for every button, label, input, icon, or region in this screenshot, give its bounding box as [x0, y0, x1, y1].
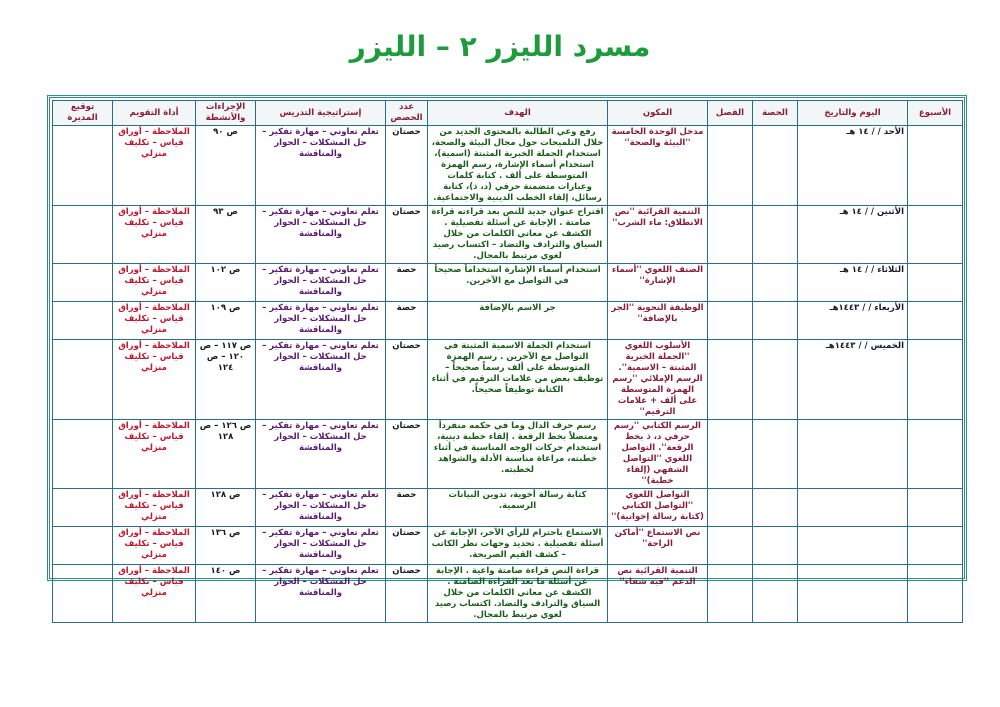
cell-procedures: ص ١٢٨	[196, 489, 256, 527]
cell-class	[708, 420, 753, 489]
header-period: الحصة	[753, 101, 798, 126]
cell-goal: رفع وعي الطالبة بالمحتوى الجديد من خلال التلميحات حول مجال البيئة والصحة، استخدام الجملة الخبرية المثبتة (اسمية)، استخدام أسماء الإشارة، رسم الهمزة المتوسطة على ألف . كتابة كلمات وعبارات متضمنة حرفي (د، ذ)، كتابة رسائل، إلقاء الخطب الدينية والاجتماعية.	[428, 126, 608, 206]
cell-signature	[53, 565, 113, 623]
cell-week	[908, 527, 963, 565]
cell-period	[753, 527, 798, 565]
cell-week	[908, 302, 963, 340]
header-count: عدد الحصص	[386, 101, 428, 126]
table-row	[53, 565, 963, 623]
cell-evaluation: الملاحظة – أوراق قياس – تكليف منزلي	[113, 302, 196, 340]
table-row	[53, 489, 963, 527]
cell-procedures: ص ١٢٦ – ص ١٢٨	[196, 420, 256, 489]
cell-count: حصتان	[386, 126, 428, 206]
cell-goal: قراءة النص قراءة صامتة واعية . الإجابة عن أسئلة ما بعد القراءة الصامتة . الكشف عن معاني الكلمات من خلال السياق والترادف والتضاد. اكتساب رصيد لغوي مرتبط بالمجال.	[428, 565, 608, 623]
cell-strategy: تعلم تعاوني – مهارة تفكير – حل المشكلات – الحوار والمناقشة	[256, 489, 386, 527]
cell-week	[908, 206, 963, 264]
header-date: اليوم والتاريخ	[798, 101, 908, 126]
header-class: الفصل	[708, 101, 753, 126]
cell-signature	[53, 206, 113, 264]
table-row	[53, 206, 963, 264]
cell-date: الأربعاء / / ١٤٤٣هـ	[798, 302, 908, 340]
cell-date	[798, 420, 908, 489]
cell-strategy: تعلم تعاوني – مهارة تفكير – حل المشكلات – الحوار والمناقشة	[256, 126, 386, 206]
cell-week	[908, 126, 963, 206]
cell-goal: استخدام الجملة الاسمية المثبتة في التواصل مع الآخرين . رسم الهمزة المتوسطة على ألف رسماً صحيحاً – توظيف بعض من علامات الترقيم في أثناء الكتابة توظيفاً صحيحاً.	[428, 340, 608, 420]
cell-goal: استخدام أسماء الإشارة استخداماً صحيحاً في التواصل مع الآخرين.	[428, 264, 608, 302]
cell-evaluation: الملاحظة – أوراق قياس – تكليف منزلي	[113, 126, 196, 206]
cell-evaluation: الملاحظة – أوراق قياس – تكليف منزلي	[113, 489, 196, 527]
cell-component: الصنف اللغوي ''أسماء الإشارة''	[608, 264, 708, 302]
cell-evaluation: الملاحظة – أوراق قياس – تكليف منزلي	[113, 264, 196, 302]
cell-count: حصتان	[386, 206, 428, 264]
cell-strategy: تعلم تعاوني – مهارة تفكير – حل المشكلات – الحوار والمناقشة	[256, 527, 386, 565]
cell-period	[753, 420, 798, 489]
cell-date: الخميس / / ١٤٤٣هـ	[798, 340, 908, 420]
table-row	[53, 302, 963, 340]
cell-class	[708, 565, 753, 623]
cell-signature	[53, 264, 113, 302]
cell-week	[908, 420, 963, 489]
cell-date	[798, 489, 908, 527]
cell-component: التنمية القرائية ''نص الانطلاق: ماء الشرب''	[608, 206, 708, 264]
cell-date: الأثنين / / ١٤ هـ	[798, 206, 908, 264]
cell-procedures: ص ٩٣	[196, 206, 256, 264]
cell-procedures: ص ١٠٢	[196, 264, 256, 302]
header-goal: الهدف	[428, 101, 608, 126]
table-row	[53, 264, 963, 302]
cell-goal: اقتراح عنوان جديد للنص بعد قراءته قراءة صامتة . الإجابة عن أسئلة تفصيلية . الكشف عن معاني الكلمات من خلال السياق والترادف والتضاد – اكتساب رصيد لغوي مرتبط بالمجال.	[428, 206, 608, 264]
cell-week	[908, 489, 963, 527]
cell-week	[908, 565, 963, 623]
cell-period	[753, 302, 798, 340]
cell-week	[908, 264, 963, 302]
cell-signature	[53, 489, 113, 527]
cell-signature	[53, 302, 113, 340]
cell-class	[708, 302, 753, 340]
lesson-plan-frame	[47, 95, 967, 620]
cell-period	[753, 126, 798, 206]
cell-evaluation: الملاحظة – أوراق قياس – تكليف منزلي	[113, 206, 196, 264]
cell-count: حصة	[386, 302, 428, 340]
header-procedures: الإجراءات والأنشطة	[196, 101, 256, 126]
header-row	[53, 101, 963, 126]
cell-signature	[53, 527, 113, 565]
cell-period	[753, 489, 798, 527]
cell-strategy: تعلم تعاوني – مهارة تفكير – حل المشكلات – الحوار والمناقشة	[256, 302, 386, 340]
cell-signature	[53, 420, 113, 489]
cell-evaluation: الملاحظة – أوراق قياس – تكليف منزلي	[113, 340, 196, 420]
table-row	[53, 420, 963, 489]
cell-count: حصتان	[386, 340, 428, 420]
cell-week	[908, 340, 963, 420]
cell-date: الأحد / / ١٤ هـ	[798, 126, 908, 206]
cell-component: الوظيفة النحوية ''الجر بالإضافة''	[608, 302, 708, 340]
cell-count: حصة	[386, 489, 428, 527]
cell-class	[708, 489, 753, 527]
cell-procedures: ص ١٣٦	[196, 527, 256, 565]
cell-period	[753, 565, 798, 623]
table-row	[53, 527, 963, 565]
header-strategy: إستراتيجية التدريس	[256, 101, 386, 126]
cell-component: الرسم الكتابي ''رسم حرفي د، ذ بخط الرقعة''. التواصل اللغوي ''التواصل الشفهي (إلقاء خطبة)''	[608, 420, 708, 489]
cell-procedures: ص ١١٧ – ص ١٢٠ – ص ١٢٤	[196, 340, 256, 420]
cell-date	[798, 527, 908, 565]
cell-component: التنمية القرائية نص الدعم ''فيه شفاء''	[608, 565, 708, 623]
cell-evaluation: الملاحظة – أوراق قياس – تكليف منزلي	[113, 527, 196, 565]
table-row	[53, 126, 963, 206]
cell-component: مدخل الوحدة الخامسة ''البيئة والصحة''	[608, 126, 708, 206]
header-week: الأسبوع	[908, 101, 963, 126]
cell-class	[708, 126, 753, 206]
cell-component: الأسلوب اللغوي ''الجملة الخبرية المثبتة – الاسمية''. الرسم الإملائي ''رسم الهمزة المتوسطة على ألف + علامات الترقيم''	[608, 340, 708, 420]
cell-goal: جر الاسم بالإضافة	[428, 302, 608, 340]
cell-component: التواصل اللغوي ''التواصل الكتابي (كتابة رسالة إخوانية)''	[608, 489, 708, 527]
cell-count: حصتان	[386, 420, 428, 489]
cell-signature	[53, 126, 113, 206]
cell-signature	[53, 340, 113, 420]
header-evaluation: أداة التقويم	[113, 101, 196, 126]
lesson-plan-table	[52, 100, 963, 623]
page-title: مسرد الليزر ٢ – الليزر	[349, 30, 651, 63]
cell-class	[708, 340, 753, 420]
cell-goal: كتابة رسالة أخوية، تدوين البيانات الرسمية.	[428, 489, 608, 527]
cell-procedures: ص ١٤٠	[196, 565, 256, 623]
cell-goal: رسم حرف الدال وما في حكمه منفرداً ومتصلاً بخط الرقعة . إلقاء خطبة دينية، استخدام حركات الوجه المناسبة في أثناء خطبته، مراعاة مناسبة الأدلة والشواهد لخطبته.	[428, 420, 608, 489]
cell-count: حصتان	[386, 527, 428, 565]
cell-class	[708, 206, 753, 264]
header-component: المكون	[608, 101, 708, 126]
cell-strategy: تعلم تعاوني – مهارة تفكير – حل المشكلات – الحوار والمناقشة	[256, 206, 386, 264]
table-row	[53, 340, 963, 420]
cell-goal: الاستماع باحترام للرأي الآخر، الإجابة عن أسئلة تفصيلية . تحديد وجهات نظر الكاتب – كشف القيم الصريحة.	[428, 527, 608, 565]
cell-strategy: تعلم تعاوني – مهارة تفكير – حل المشكلات – الحوار والمناقشة	[256, 565, 386, 623]
header-signature: توقيع المديرة	[53, 101, 113, 126]
cell-date: الثلاثاء / / ١٤ هـ	[798, 264, 908, 302]
cell-period	[753, 264, 798, 302]
cell-period	[753, 340, 798, 420]
cell-strategy: تعلم تعاوني – مهارة تفكير – حل المشكلات – الحوار والمناقشة	[256, 264, 386, 302]
cell-strategy: تعلم تعاوني – مهارة تفكير – حل المشكلات – الحوار والمناقشة	[256, 340, 386, 420]
cell-class	[708, 527, 753, 565]
cell-date	[798, 565, 908, 623]
cell-evaluation: الملاحظة – أوراق قياس – تكليف منزلي	[113, 565, 196, 623]
cell-class	[708, 264, 753, 302]
cell-component: نص الاستماع ''أماكن الراحة''	[608, 527, 708, 565]
cell-period	[753, 206, 798, 264]
cell-strategy: تعلم تعاوني – مهارة تفكير – حل المشكلات – الحوار والمناقشة	[256, 420, 386, 489]
cell-evaluation: الملاحظة – أوراق قياس – تكليف منزلي	[113, 420, 196, 489]
cell-count: حصة	[386, 264, 428, 302]
cell-procedures: ص ١٠٩	[196, 302, 256, 340]
cell-procedures: ص ٩٠	[196, 126, 256, 206]
cell-count: حصتان	[386, 565, 428, 623]
